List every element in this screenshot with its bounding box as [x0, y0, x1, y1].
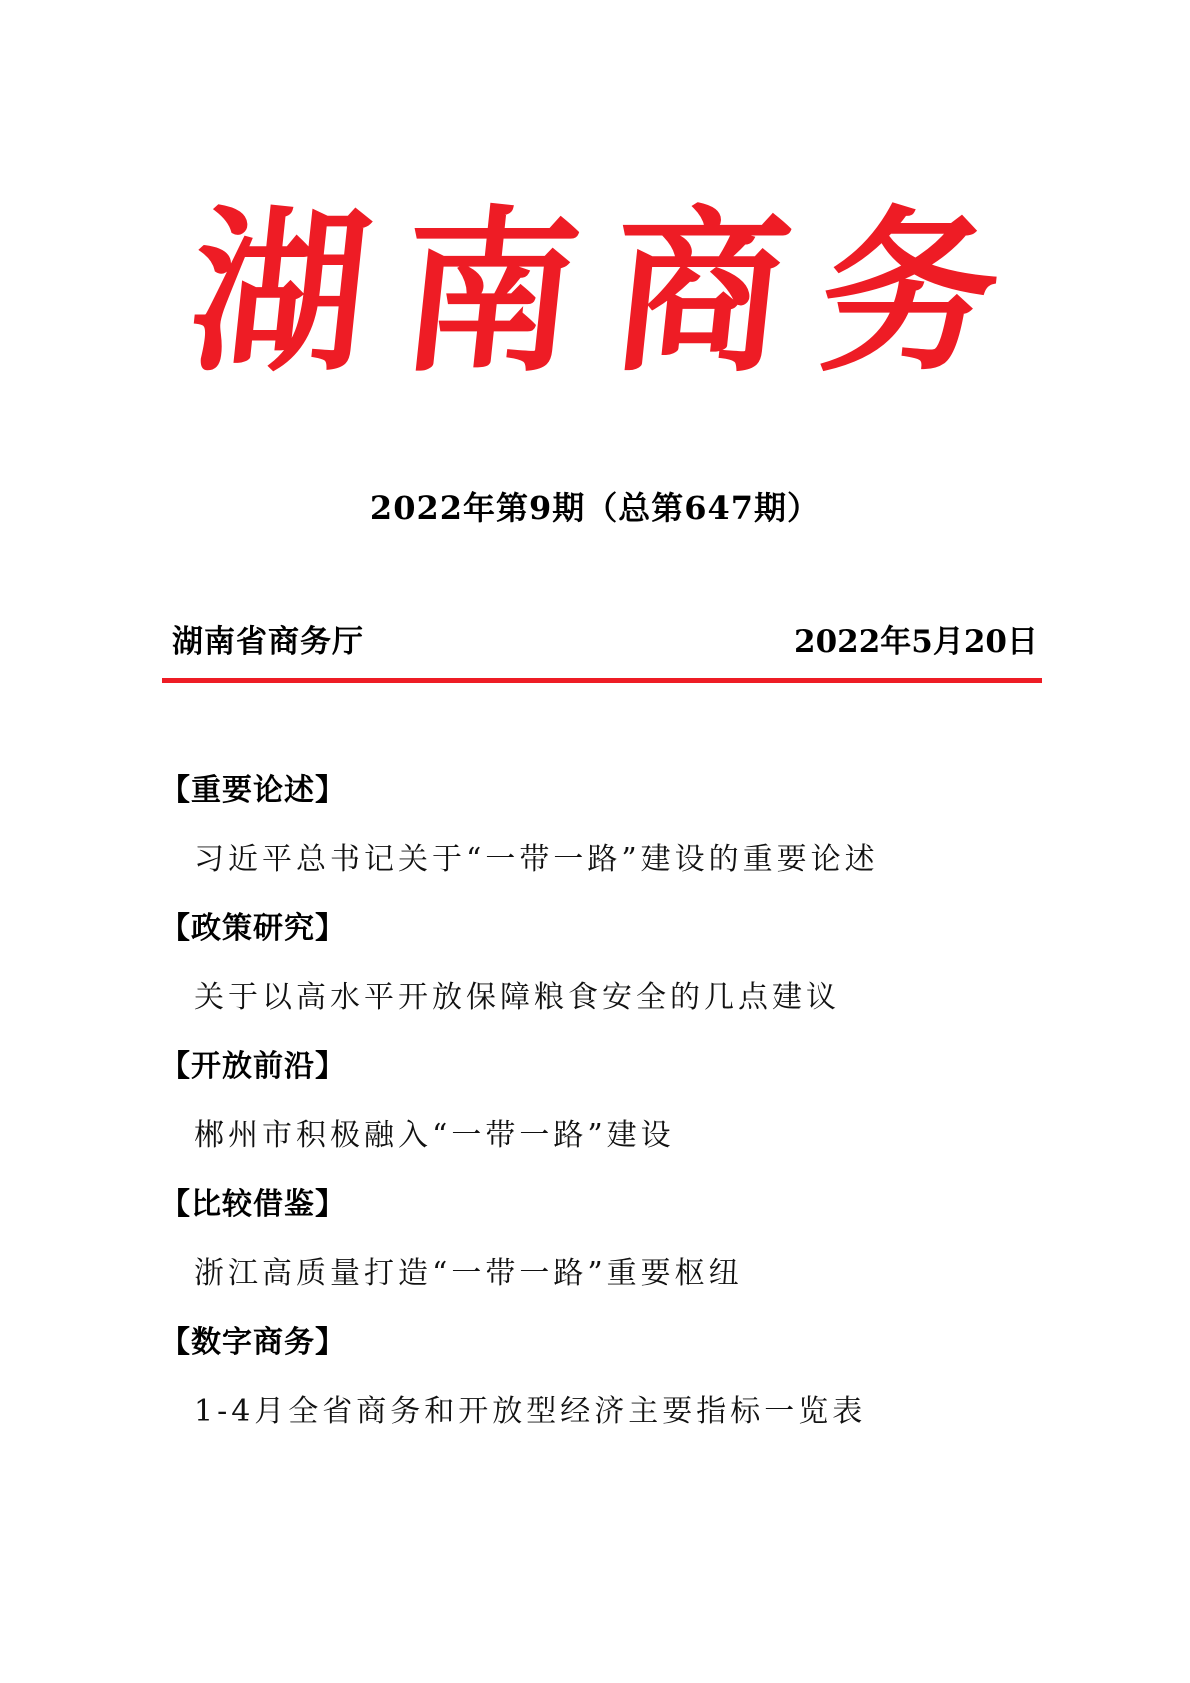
toc-section-label: 【开放前沿】 — [160, 1049, 346, 1084]
header-divider — [162, 678, 1042, 683]
toc-item[interactable]: 习近平总书记关于“一带一路”建设的重要论述 — [194, 842, 879, 877]
toc-item[interactable]: 浙江高质量打造“一带一路”重要枢纽 — [194, 1256, 743, 1291]
masthead-char: 务 — [811, 189, 1009, 396]
toc-item[interactable]: 关于以高水平开放保障粮食安全的几点建议 — [194, 980, 840, 1015]
issue-number: 2022年第9期（总第647期） — [369, 489, 821, 527]
masthead-char: 南 — [391, 189, 589, 396]
toc-item[interactable]: 郴州市积极融入“一带一路”建设 — [194, 1118, 675, 1153]
toc-section-label: 【政策研究】 — [160, 911, 346, 946]
masthead-char: 湖 — [181, 189, 379, 396]
toc-section-label: 【重要论述】 — [160, 773, 346, 808]
table-of-contents — [160, 762, 1060, 1452]
publication-date: 2022年5月20日 — [794, 624, 1038, 660]
publisher-name: 湖南省商务厅 — [172, 624, 364, 660]
toc-section-label: 【数字商务】 — [160, 1325, 346, 1360]
toc-section-label: 【比较借鉴】 — [160, 1187, 346, 1222]
masthead-title — [180, 188, 1010, 398]
masthead-char: 商 — [601, 189, 799, 396]
toc-item[interactable]: 1-4月全省商务和开放型经济主要指标一览表 — [194, 1394, 867, 1429]
